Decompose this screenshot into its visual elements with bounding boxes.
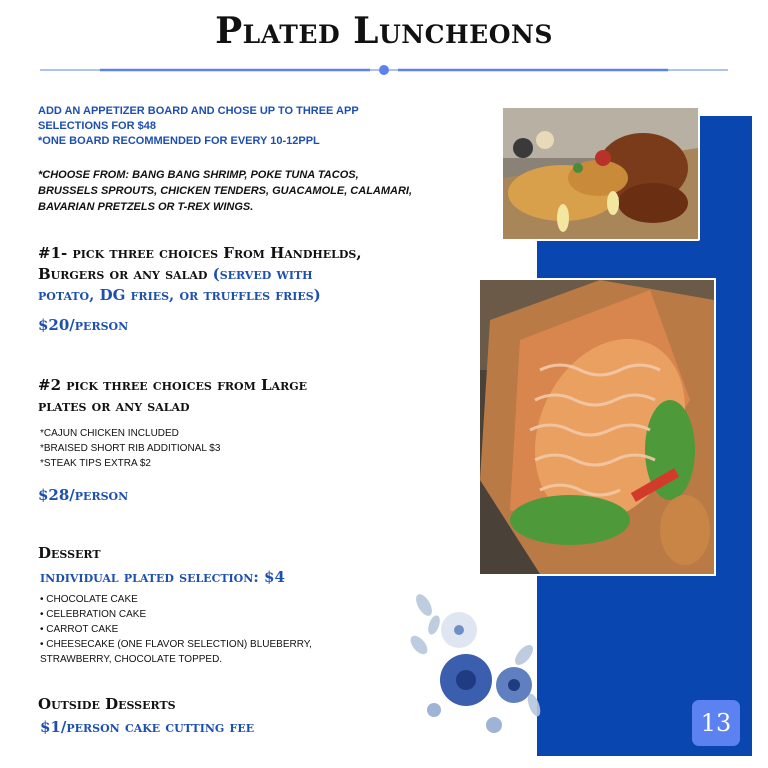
option2-heading [38,375,438,417]
option2-note: *CAJUN CHICKEN INCLUDED [40,428,179,439]
shrimp-sandwich-photo [478,278,716,576]
appetizer-line: ADD AN APPETIZER BOARD AND CHOSE UP TO THREE APP [38,105,359,117]
page-title: Plated Luncheons [215,10,553,52]
appetizer-choices [38,167,478,215]
blue-flowers-decoration [404,585,554,750]
option2-notes [40,426,220,471]
dessert-heading: Dessert [38,544,101,562]
dessert-item: • CHEESECAKE (ONE FLAVOR SELECTION) BLUEBERRY, [40,639,312,650]
option2-note: *BRAISED SHORT RIB ADDITIONAL $3 [40,443,221,454]
option1-line: #1- pick three choices From Handhelds, [38,244,362,262]
appetizer-line: *ONE BOARD RECOMMENDED FOR EVERY 10-12PPL [38,135,320,147]
option1-heading [38,243,478,306]
cake-cutting-fee: $1/person cake cutting fee [40,718,255,736]
appetizer-board-photo [501,106,700,241]
dessert-item: • CHOCOLATE CAKE [40,594,138,605]
option2-line: plates or any salad [38,397,190,415]
option2-note: *STEAK TIPS EXTRA $2 [40,458,151,469]
page-number-badge: 13 [692,700,740,746]
option2-line: #2 pick three choices from Large [38,376,308,394]
dessert-item: • CARROT CAKE [40,624,119,635]
option1-price: $20/person [38,316,129,334]
appetizer-offer [38,104,478,149]
dessert-item: • CELEBRATION CAKE [40,609,147,620]
option1-sides: potato, DG fries, or truffles fries) [38,286,321,304]
appetizer-choice-line: *CHOOSE FROM: BANG BANG SHRIMP, POKE TUNA TACOS, [38,169,359,181]
option1-line: Burgers or any salad [38,265,213,283]
appetizer-choice-line: BAVARIAN PRETZELS OR T-REX WINGS. [38,201,254,213]
appetizer-line: SELECTIONS FOR $48 [38,120,156,132]
option2-price: $28/person [38,486,129,504]
dessert-item: STRAWBERRY, CHOCOLATE TOPPED. [40,654,223,665]
outside-desserts-heading: Outside Desserts [38,695,176,713]
dessert-subheading: individual plated selection: $4 [40,568,285,586]
title-divider [40,64,728,76]
dessert-list [40,592,312,667]
option1-served-with: (served with [212,265,313,283]
appetizer-choice-line: BRUSSELS SPROUTS, CHICKEN TENDERS, GUACAMOLE, CALAMARI, [38,185,413,197]
